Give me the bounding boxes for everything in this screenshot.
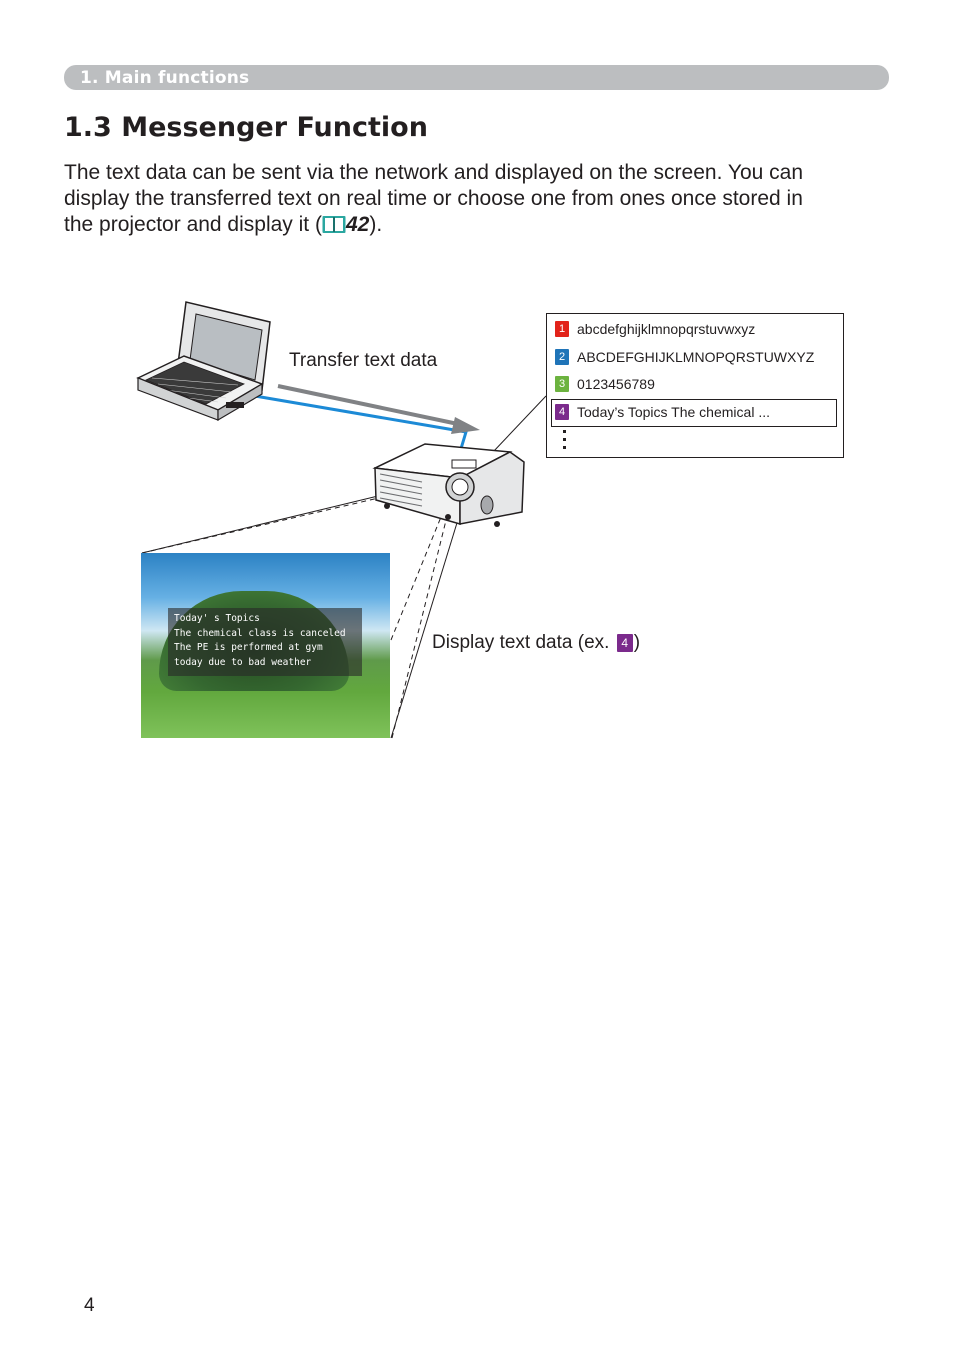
list-item[interactable] bbox=[555, 347, 814, 367]
list-item-text: Today’s Topics The chemical ... bbox=[577, 404, 770, 420]
list-item-number-badge: 4 bbox=[555, 404, 569, 420]
overlay-line: today due to bad weather bbox=[174, 656, 312, 668]
display-label-text: Display text data (ex. bbox=[432, 632, 615, 653]
overlay-line: Today' s Topics bbox=[174, 613, 260, 624]
list-item-number-badge: 1 bbox=[555, 321, 569, 337]
page-reference-link[interactable]: 42 bbox=[345, 213, 370, 236]
list-item-text: ABCDEFGHIJKLMNOPQRSTUWXYZ bbox=[577, 349, 815, 365]
overlay-line: The chemical class is canceled bbox=[174, 627, 346, 639]
laptop-icon bbox=[138, 302, 270, 420]
display-text-label bbox=[432, 632, 640, 654]
list-item-text: 0123456789 bbox=[577, 376, 655, 392]
stored-text-list bbox=[546, 313, 844, 458]
list-item[interactable] bbox=[555, 319, 755, 339]
list-item-number-badge: 2 bbox=[555, 349, 569, 365]
display-example-badge: 4 bbox=[617, 634, 633, 652]
callout-line bbox=[493, 396, 546, 452]
list-item-text: abcdefghijklmnopqrstuvwxyz bbox=[577, 321, 756, 337]
more-items-ellipsis bbox=[563, 430, 566, 454]
section-header-label: 1. Main functions bbox=[80, 68, 250, 88]
message-overlay bbox=[168, 608, 362, 676]
intro-line-2: display the transferred text on real time or choose one from ones once stored in bbox=[64, 187, 803, 210]
projector-icon bbox=[375, 444, 524, 527]
overlay-line: The PE is performed at gym bbox=[174, 642, 323, 653]
list-item[interactable] bbox=[555, 374, 655, 394]
projected-screen-image bbox=[141, 553, 390, 738]
page-number: 4 bbox=[84, 1295, 95, 1316]
intro-line-3: the projector and display it ( bbox=[64, 213, 322, 236]
projection-line-right bbox=[391, 500, 464, 738]
list-item-number-badge: 3 bbox=[555, 376, 569, 392]
display-label-close: ) bbox=[633, 632, 641, 653]
intro-line-3-end: ). bbox=[369, 213, 383, 236]
page-title: 1.3 Messenger Function bbox=[64, 112, 428, 143]
intro-line-1: The text data can be sent via the network and displayed on the screen. You can bbox=[64, 161, 803, 184]
transfer-arrow-head bbox=[451, 417, 480, 434]
transfer-text-label: Transfer text data bbox=[289, 350, 438, 371]
list-item-selected[interactable] bbox=[555, 402, 770, 422]
